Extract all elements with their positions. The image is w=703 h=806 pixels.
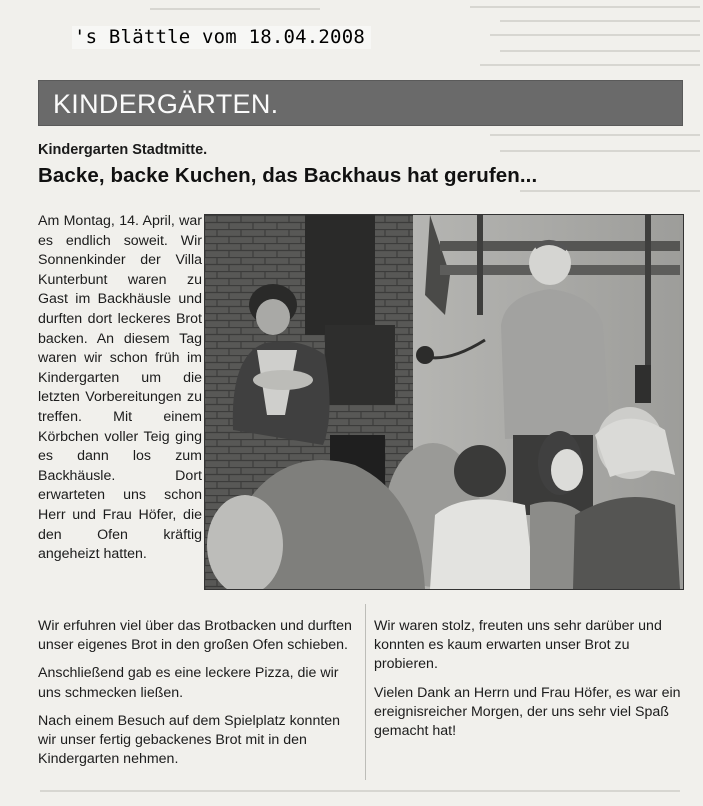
paragraph: Wir waren stolz, freuten uns sehr darüber und konnten es kaum erwarten unser Brot zu probieren. — [374, 618, 662, 673]
bakehouse-photo-icon — [205, 215, 683, 589]
paragraph: Wir erfuhren viel über das Brotbacken und durften unser eigenes Brot in den großen Ofen schieben. — [38, 618, 352, 654]
paragraph: Anschließend gab es eine leckere Pizza, die wir uns schmecken ließen. — [38, 665, 339, 701]
article-column-right — [374, 617, 684, 750]
column-divider — [365, 604, 366, 780]
paragraph: Nach einem Besuch auf dem Spielplatz konnten wir unser fertig gebackenes Brot mit in den Kindergarten nehmen. — [38, 712, 341, 768]
intro-paragraph: Am Montag, 14. April, war es endlich soweit. Wir Sonnenkinder der Villa Kunterbunt waren zu Gast im Backhäusle und durften dort leckeres Brot backen. An diesem Tag waren wir schon früh im Kindergarten um die letzten Vorbereitungen zu treffen. Mit einem Körbchen voller Teig ging es dann los zum Backhäusle. Dort erwarteten uns schon Herr und Frau Höfer, die den Ofen kräftig angeheizt hatten. — [38, 213, 202, 563]
section-banner — [38, 80, 683, 126]
article-column-left — [38, 617, 358, 778]
paragraph: Vielen Dank an Herrn und Frau Höfer, es war ein ereignisreicher Morgen, der uns sehr viel Spaß gemacht hat! — [374, 684, 681, 740]
article-kicker: Kindergarten Stadtmitte. — [38, 142, 208, 158]
article-headline: Backe, backe Kuchen, das Backhaus hat gerufen... — [38, 164, 538, 187]
issue-dateline: 's Blättle vom 18.04.2008 — [72, 26, 371, 49]
article-photo — [204, 214, 684, 590]
section-title: KINDERGÄRTEN. — [53, 89, 279, 119]
